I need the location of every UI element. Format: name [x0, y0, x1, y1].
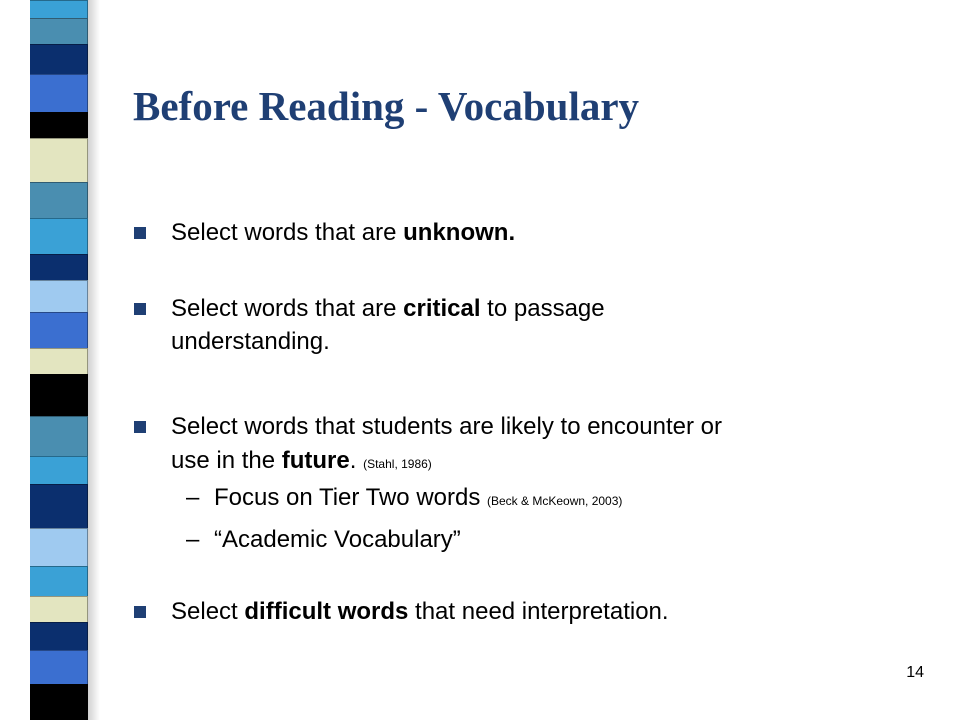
bullet-item-unknown: [171, 218, 515, 248]
bullet-square-icon: [134, 421, 146, 433]
bullet-item-future-continued: [171, 446, 432, 479]
bullet-emphasis: difficult words: [244, 598, 409, 625]
bullet-text: that need interpretation.: [408, 598, 669, 625]
sub-bullet-tier-two: [214, 483, 622, 516]
sub-bullet-text: Focus on Tier Two words: [214, 484, 487, 511]
bullet-emphasis: future: [281, 447, 350, 474]
sub-bullet-dash: –: [186, 484, 200, 511]
bullet-text: .: [349, 447, 364, 474]
page-number: 14: [906, 664, 924, 681]
bullet-text: Select: [171, 598, 245, 625]
bullet-text: use in the: [171, 447, 282, 474]
bullet-emphasis: critical: [403, 295, 481, 322]
bullet-emphasis: unknown.: [403, 219, 516, 246]
slide-title: Before Reading - Vocabulary: [133, 83, 640, 129]
bullet-square-icon: [134, 606, 146, 618]
bullet-square-icon: [134, 303, 146, 315]
sub-bullet-dash: –: [186, 526, 200, 553]
bullet-item-critical-continued: understanding.: [171, 328, 330, 355]
bullet-square-icon: [134, 227, 146, 239]
citation: (Stahl, 1986): [363, 457, 432, 471]
citation: (Beck & McKeown, 2003): [487, 494, 623, 508]
bullet-text: Select words that are: [171, 295, 404, 322]
bullet-text: to passage: [480, 295, 605, 322]
bullet-item-difficult-words: [171, 597, 669, 627]
bullet-item-critical: [171, 294, 605, 324]
sub-bullet-academic-vocabulary: “Academic Vocabulary”: [214, 526, 461, 553]
bullet-text: Select words that are: [171, 219, 404, 246]
bullet-item-future: Select words that students are likely to encounter or: [171, 413, 722, 440]
